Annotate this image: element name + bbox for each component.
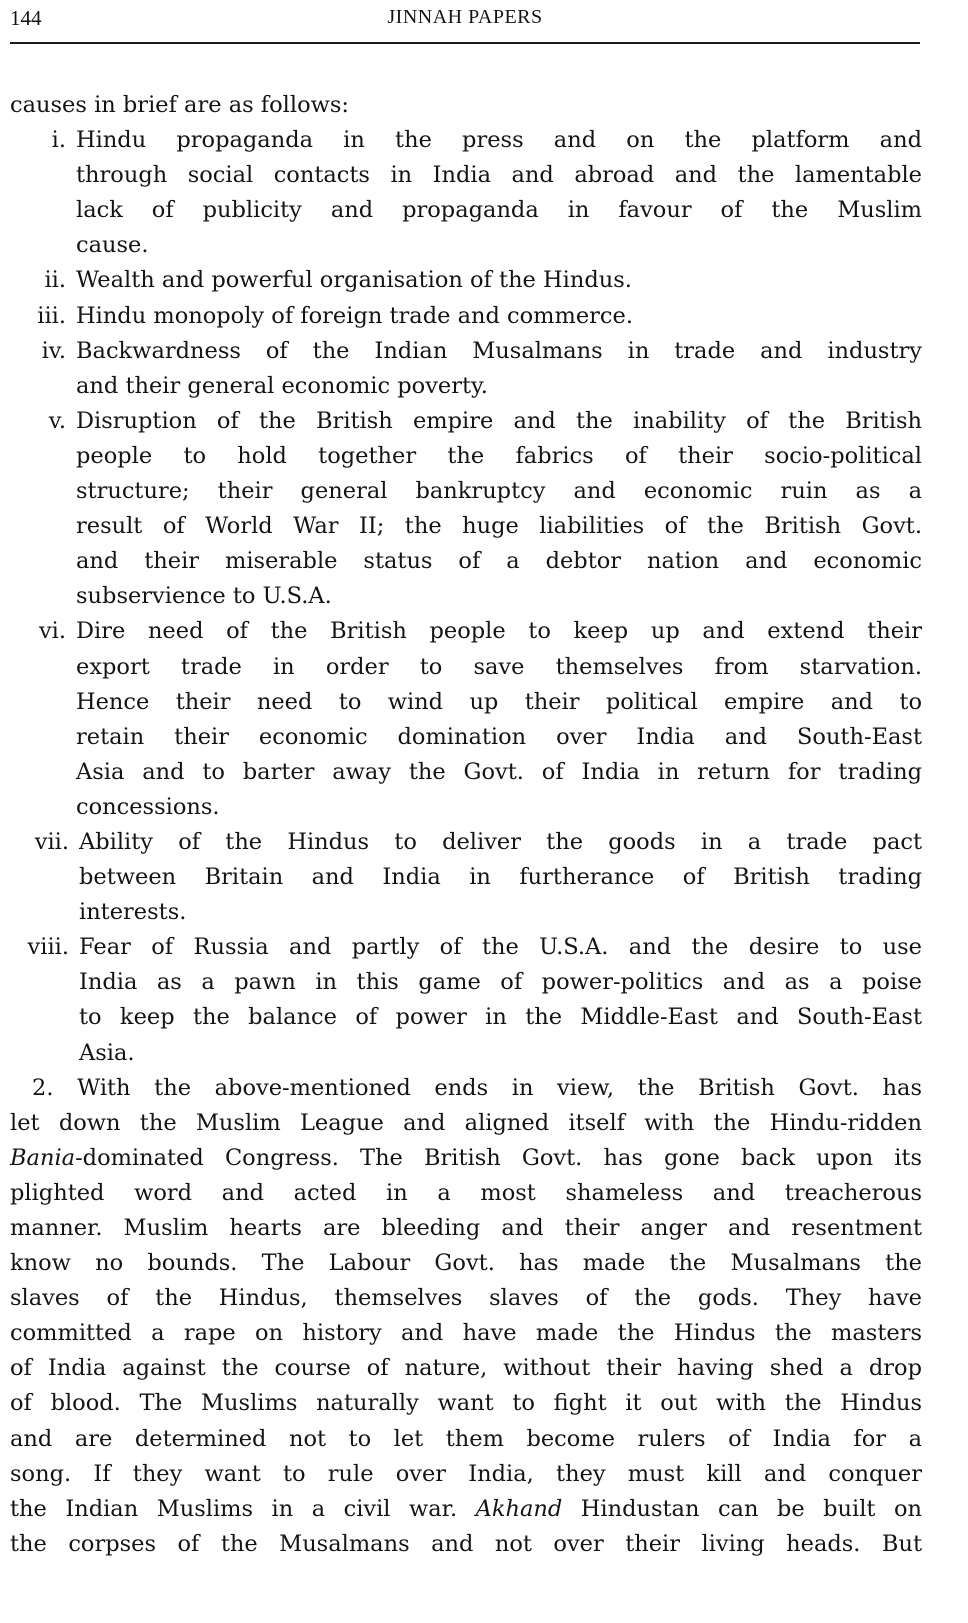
list-line: lack of publicity and propaganda in favour of the Muslim [76,197,922,224]
list-item-iii [10,299,922,334]
italic-term-bania: Bania [10,1144,76,1171]
list-line: Fear of Russia and partly of the U.S.A. and the desire to use [79,934,922,961]
body-text [10,88,922,1562]
list-item-ii [10,263,922,298]
list-number: i. [51,127,66,154]
paragraph-line-text: the Indian Muslims in a civil war. [10,1495,458,1522]
list-line: cause. [76,232,149,259]
list-item-v [10,404,922,615]
list-line: through social contacts in India and abroad and the lamentable [76,162,922,189]
paragraph-line: of India against the course of nature, without their having shed a drop [10,1355,922,1382]
list-item-vii [10,825,922,930]
paragraph-line-text: -dominated Congress. The British Govt. has gone back upon its [75,1144,922,1171]
paragraph-line: know no bounds. The Labour Govt. has made the Musalmans the [10,1250,922,1277]
paragraph-2 [10,1071,922,1562]
list-number: iii. [37,302,66,329]
page-number: 144 [10,6,42,30]
paragraph-line: plighted word and acted in a most shameless and treacherous [10,1179,922,1206]
list-number: ii. [44,267,66,294]
list-number: viii. [27,934,69,961]
paragraph-line: song. If they want to rule over India, they must kill and conquer [10,1460,922,1487]
list-line: structure; their general bankruptcy and economic ruin as a [76,478,922,505]
list-line: Asia and to barter away the Govt. of India in return for trading [76,758,922,785]
list-line: retain their economic domination over India and South-East [76,723,922,750]
list-line: to keep the balance of power in the Middle-East and South-East [79,1004,922,1031]
paragraph-line: the corpses of the Musalmans and not over their living heads. But [10,1530,922,1557]
list-line: result of World War II; the huge liabilities of the British Govt. [76,513,922,540]
page-header [10,6,920,42]
paragraph-line: let down the Muslim League and aligned itself with the Hindu-ridden [10,1109,922,1136]
list-line: Wealth and powerful organisation of the Hindus. [76,267,632,294]
paragraph-line [10,1492,922,1527]
list-line: Backwardness of the Indian Musalmans in trade and industry [76,337,922,364]
list-item-vi [10,614,922,825]
list-item-viii [10,930,922,1070]
list-line: Hence their need to wind up their political empire and to [76,688,922,715]
intro-line: causes in brief are as follows: [10,92,350,118]
paragraph-line [10,1141,922,1176]
list-line: and their miserable status of a debtor nation and economic [76,548,922,575]
list-item-iv [10,334,922,404]
list-line: India as a pawn in this game of power-politics and as a poise [79,969,922,996]
paragraph-line: manner. Muslim hearts are bleeding and their anger and resentment [10,1215,922,1241]
italic-term-akhand: Akhand [475,1495,563,1522]
list-line: between Britain and India in furtherance of British trading [79,864,922,891]
paragraph-line: 2. With the above-mentioned ends in view, the British Govt. has [32,1074,922,1101]
header-rule [10,42,920,44]
paragraph-line: committed a rape on history and have made the Hindus the masters [10,1320,922,1347]
list-line: Asia. [79,1039,135,1066]
list-number: vii. [34,828,69,855]
list-item-i [10,123,922,263]
list-line: Dire need of the British people to keep up and extend their [76,618,922,645]
paragraph-line: slaves of the Hindus, themselves slaves of the gods. They have [10,1285,922,1312]
list-line: Hindu propaganda in the press and on the platform and [76,127,922,154]
list-line: Ability of the Hindus to deliver the goods in a trade pact [79,828,922,855]
list-number: v. [48,407,66,434]
paragraph-line: of blood. The Muslims naturally want to fight it out with the Hindus [10,1390,922,1417]
list-line: concessions. [76,793,220,820]
list-line: subservience to U.S.A. [76,583,332,610]
list-line: export trade in order to save themselves from starvation. [76,653,922,680]
list-number: vi. [38,618,66,645]
list-line: people to hold together the fabrics of their socio-political [76,442,922,469]
running-head: JINNAH PAPERS [387,6,543,28]
list-line: Disruption of the British empire and the inability of the British [76,407,922,434]
list-line: Hindu monopoly of foreign trade and commerce. [76,302,633,329]
list-line: and their general economic poverty. [76,372,488,399]
list-line: interests. [79,899,187,926]
list-number: iv. [41,337,66,364]
paragraph-line: and are determined not to let them become rulers of India for a [10,1425,922,1452]
paragraph-line-text: Hindustan can be built on [580,1495,922,1522]
